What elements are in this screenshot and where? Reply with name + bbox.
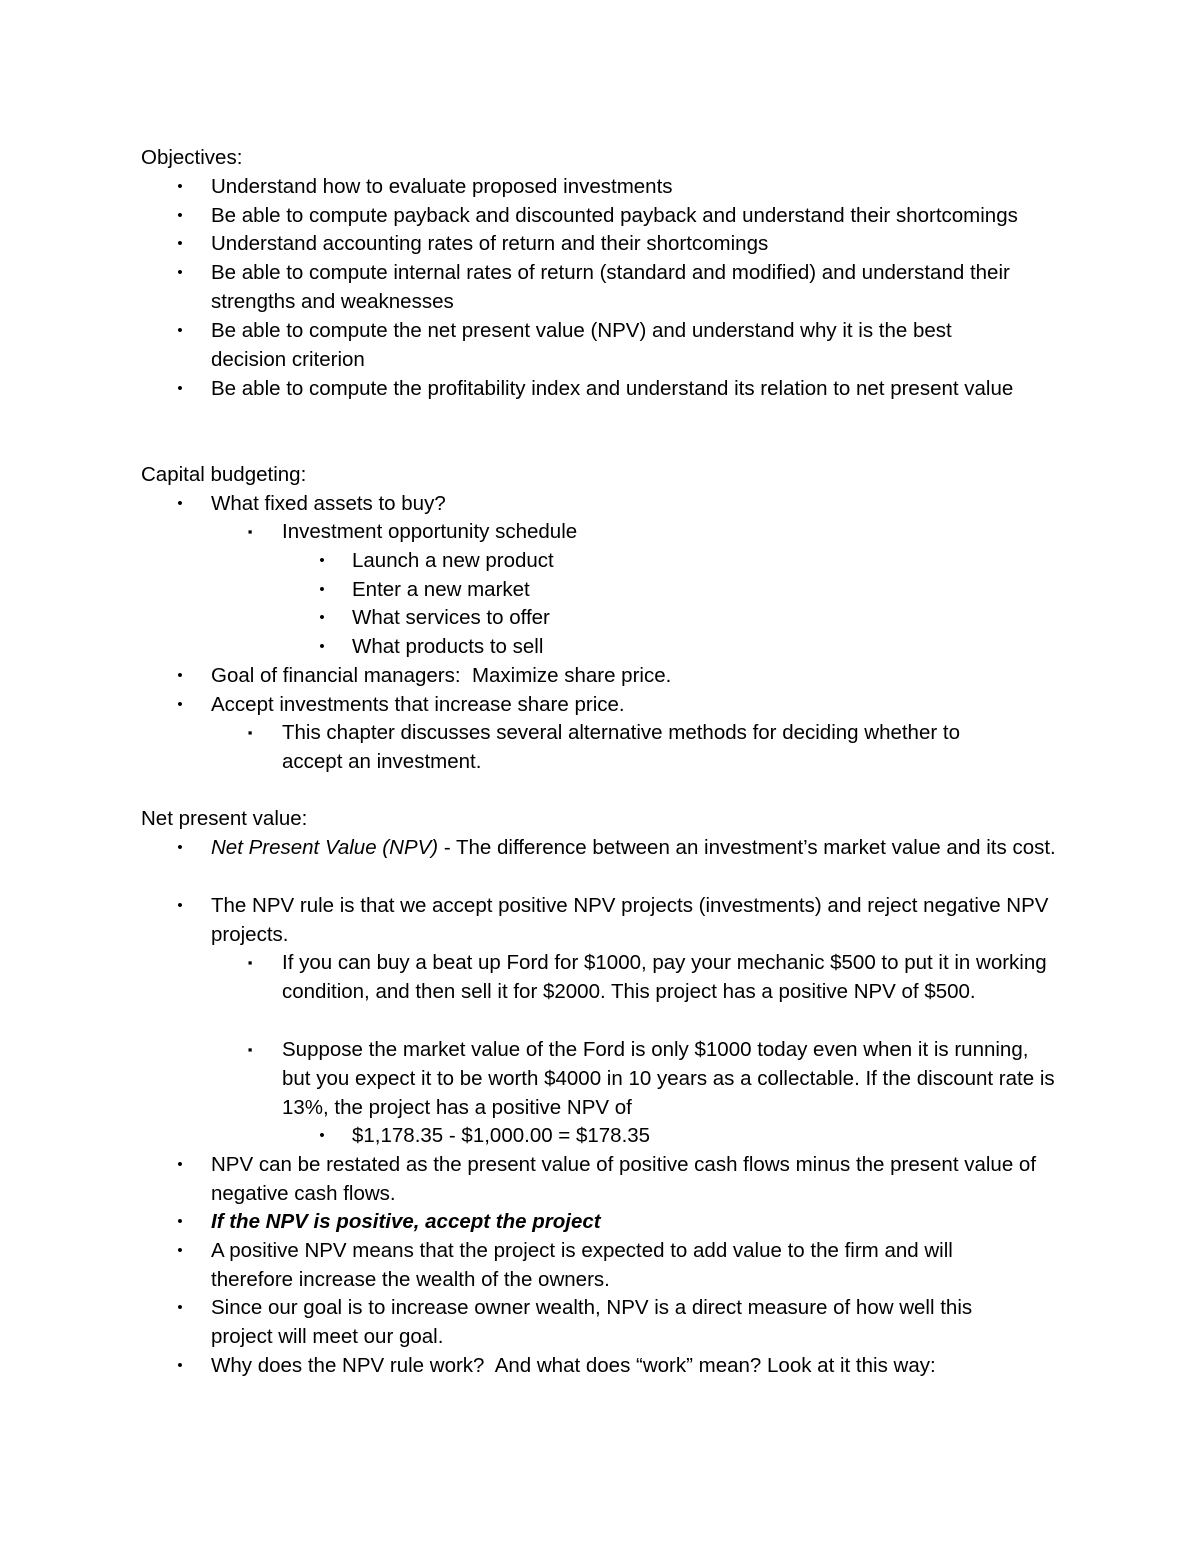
list-item: ▪ If you can buy a beat up Ford for $1000, pay your mechanic $500 to put it in working condition, and then sell it for $2000. This project has a positive NPV of $500. bbox=[282, 948, 1057, 1006]
list-item: • Net Present Value (NPV) - The difference between an investment’s market value and its cost. bbox=[211, 833, 1071, 862]
list-item: • If the NPV is positive, accept the project bbox=[211, 1207, 1071, 1236]
list-item: • Enter a new market bbox=[352, 575, 1072, 604]
bullet-icon: • bbox=[177, 235, 183, 252]
bullet-icon: • bbox=[177, 667, 183, 684]
square-bullet-icon: ▪ bbox=[247, 955, 253, 970]
list-item: • Goal of financial managers: Maximize share price. bbox=[211, 661, 1071, 690]
list-item: • Understand accounting rates of return and their shortcomings bbox=[211, 229, 1071, 258]
bullet-icon: • bbox=[177, 839, 183, 856]
bullet-icon: • bbox=[177, 1156, 183, 1173]
list-item: • NPV can be restated as the present value of positive cash flows minus the present value of negative cash flows. bbox=[211, 1150, 1071, 1208]
list-item: • The NPV rule is that we accept positive NPV projects (investments) and reject negative NPV projects. bbox=[211, 891, 1071, 949]
list-item: • Be able to compute internal rates of return (standard and modified) and understand their strengths and weaknesses bbox=[211, 258, 1031, 316]
list-item: • What products to sell bbox=[352, 632, 1072, 661]
square-bullet-icon: ▪ bbox=[247, 725, 253, 740]
list-item: • Be able to compute the net present value (NPV) and understand why it is the best decision criterion bbox=[211, 316, 1011, 374]
bullet-icon: • bbox=[177, 207, 183, 224]
bullet-icon: • bbox=[177, 178, 183, 195]
bullet-icon: • bbox=[319, 581, 325, 598]
bullet-icon: • bbox=[177, 495, 183, 512]
bullet-icon: • bbox=[319, 552, 325, 569]
square-bullet-icon: ▪ bbox=[247, 524, 253, 539]
list-item: • A positive NPV means that the project is expected to add value to the firm and will therefore increase the wealth of the owners. bbox=[211, 1236, 1011, 1294]
bullet-icon: • bbox=[177, 1213, 183, 1230]
bullet-icon: • bbox=[177, 380, 183, 397]
list-item: • Since our goal is to increase owner wealth, NPV is a direct measure of how well this project will meet our goal. bbox=[211, 1293, 1021, 1351]
list-item: • $1,178.35 - $1,000.00 = $178.35 bbox=[352, 1121, 1072, 1150]
list-item: • Why does the NPV rule work? And what does “work” mean? Look at it this way: bbox=[211, 1351, 1071, 1380]
bullet-icon: • bbox=[177, 1299, 183, 1316]
bullet-icon: • bbox=[177, 897, 183, 914]
list-item: ▪ This chapter discusses several alternative methods for deciding whether to accept an investment. bbox=[282, 718, 1012, 776]
list-item: • Understand how to evaluate proposed investments bbox=[211, 172, 1071, 201]
bullet-icon: • bbox=[177, 264, 183, 281]
list-item: • What services to offer bbox=[352, 603, 1072, 632]
bullet-icon: • bbox=[319, 1127, 325, 1144]
square-bullet-icon: ▪ bbox=[247, 1042, 253, 1057]
list-item: • Accept investments that increase share price. bbox=[211, 690, 1071, 719]
bullet-icon: • bbox=[177, 322, 183, 339]
list-item: • Be able to compute payback and discounted payback and understand their shortcomings bbox=[211, 201, 1071, 230]
list-item: • Launch a new product bbox=[352, 546, 1072, 575]
bullet-icon: • bbox=[319, 609, 325, 626]
bullet-icon: • bbox=[319, 638, 325, 655]
objectives-heading: Objectives: bbox=[141, 146, 243, 169]
list-item: ▪ Suppose the market value of the Ford is only $1000 today even when it is running, but you expect it to be worth $4000 in 10 years as a collectable. If the discount rate is 13%, the project has a positive NPV of bbox=[282, 1035, 1057, 1122]
bullet-icon: • bbox=[177, 1357, 183, 1374]
npv-term: Net Present Value (NPV) bbox=[211, 836, 439, 859]
npv-heading: Net present value: bbox=[141, 807, 308, 830]
bullet-icon: • bbox=[177, 1242, 183, 1259]
bullet-icon: • bbox=[177, 696, 183, 713]
list-item: ▪ Investment opportunity schedule bbox=[282, 517, 1072, 546]
list-item: • What fixed assets to buy? bbox=[211, 489, 1071, 518]
list-item: • Be able to compute the profitability index and understand its relation to net present value bbox=[211, 374, 1031, 403]
capital-budgeting-heading: Capital budgeting: bbox=[141, 463, 307, 486]
